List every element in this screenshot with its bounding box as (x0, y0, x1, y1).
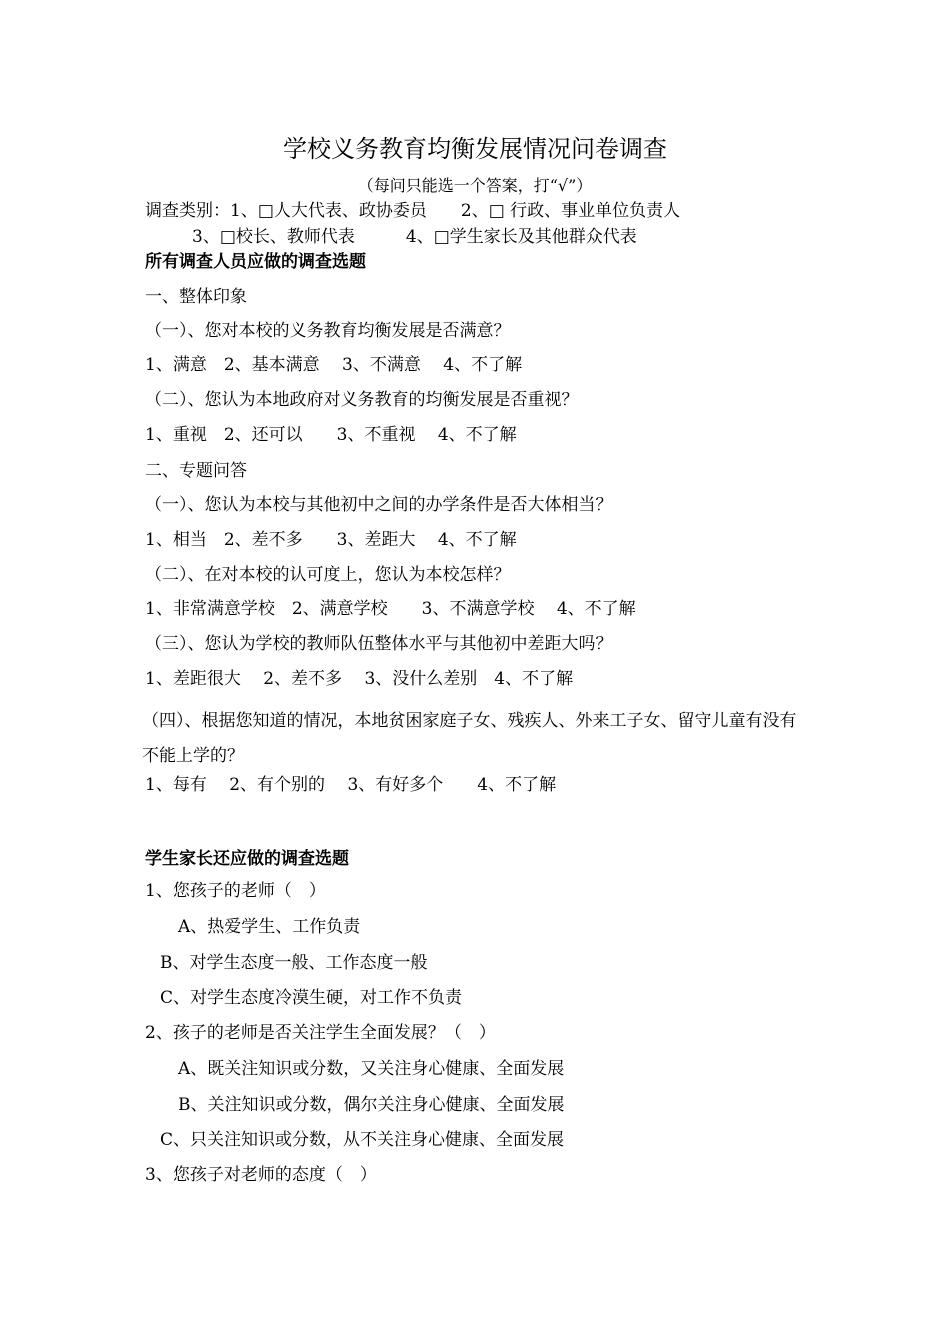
section-all-heading: 所有调查人员应做的调查选题 (145, 252, 366, 272)
part1-question-1: （一）、您对本校的义务教育均衡发展是否满意？ (145, 321, 511, 341)
parent-question-2-option-a: A、既关注知识或分数，又关注身心健康、全面发展 (178, 1059, 565, 1079)
parent-question-2-option-c: C、只关注知识或分数，从不关注身心健康、全面发展 (160, 1130, 565, 1150)
parent-question-2: 2、孩子的老师是否关注学生全面发展？（ ） (145, 1023, 496, 1043)
part1-question-1-options: 1、满意 2、基本满意 3、不满意 4、不了解 (145, 355, 523, 375)
part2-question-4-options: 1、每有 2、有个别的 3、有好多个 4、不了解 (145, 775, 557, 795)
part1-question-2: （二）、您认为本地政府对义务教育的均衡发展是否重视？ (145, 390, 579, 410)
part2-question-3: （三）、您认为学校的教师队伍整体水平与其他初中差距大吗？ (145, 634, 613, 654)
document-subtitle: （每问只能选一个答案，打“√”） (357, 176, 593, 195)
part2-question-3-options: 1、差距很大 2、差不多 3、没什么差别 4、不了解 (145, 669, 574, 689)
part2-question-1-options: 1、相当 2、差不多 3、差距大 4、不了解 (145, 530, 517, 550)
category-line-1: 调查类别：1、□人大代表、政协委员 2、□ 行政、事业单位负责人 (145, 201, 681, 221)
parent-question-1-option-a: A、热爱学生、工作负责 (178, 917, 361, 937)
parent-question-1: 1、您孩子的老师（ ） (145, 881, 326, 901)
part1-heading: 一、整体印象 (145, 287, 247, 307)
document-title: 学校义务教育均衡发展情况问卷调查 (283, 135, 667, 163)
part2-heading: 二、专题问答 (145, 461, 247, 481)
parent-question-1-option-c: C、对学生态度冷漠生硬，对工作不负责 (160, 988, 463, 1008)
part2-question-1: （一）、您认为本校与其他初中之间的办学条件是否大体相当？ (145, 495, 613, 515)
part2-question-2-options: 1、非常满意学校 2、满意学校 3、不满意学校 4、不了解 (145, 599, 636, 619)
part2-question-2: （二）、在对本校的认可度上，您认为本校怎样？ (145, 565, 511, 585)
part2-question-4: （四）、根据您知道的情况，本地贫困家庭子女、残疾人、外来工子女、留守儿童有没有不能上学的？ (142, 711, 797, 766)
parent-question-1-option-b: B、对学生态度一般、工作态度一般 (160, 953, 428, 973)
section-parent-heading: 学生家长还应做的调查选题 (145, 849, 349, 869)
part1-question-2-options: 1、重视 2、还可以 3、不重视 4、不了解 (145, 425, 517, 445)
parent-question-2-option-b: B、关注知识或分数，偶尔关注身心健康、全面发展 (178, 1095, 565, 1115)
parent-question-3: 3、您孩子对老师的态度（ ） (145, 1165, 377, 1185)
category-line-2: 3、□校长、教师代表 4、□学生家长及其他群众代表 (192, 227, 637, 247)
